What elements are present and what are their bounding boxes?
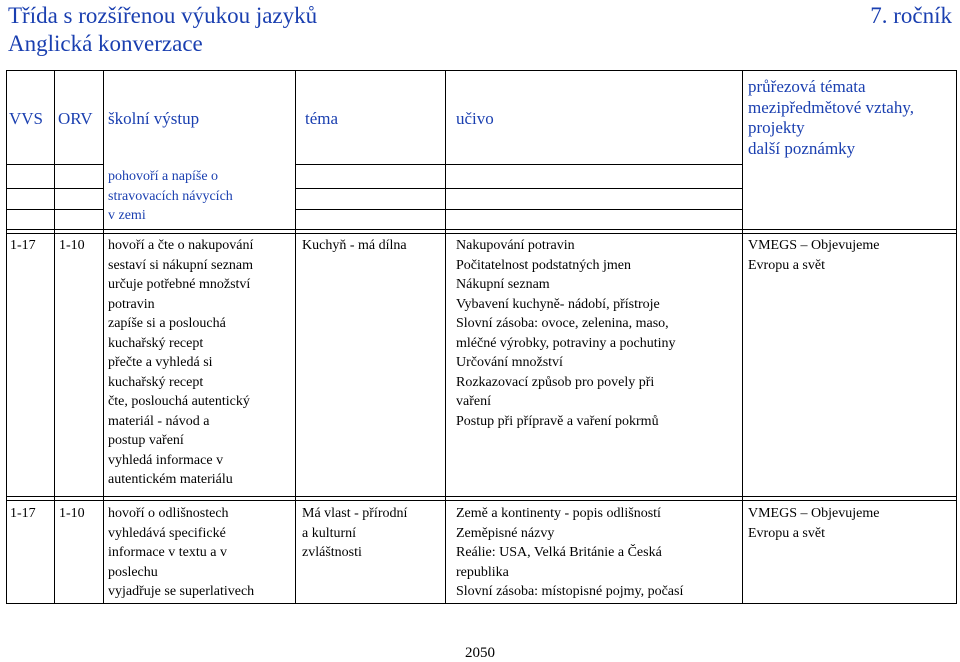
header-skolni-vystup: školní výstup [108,109,200,128]
table-border-bottom [6,603,957,604]
table-border-top [6,70,957,71]
table-rule [295,188,742,189]
header-ucivo: učivo [456,109,494,128]
table-col-rule [103,70,104,604]
row2-ucivo: Země a kontinenty - popis odlišností Zeměpisné názvy Reálie: USA, Velká Británie a Česká republika Slovní zásoba: místopisné pojmy, počasí [456,506,684,599]
table-col-rule [54,70,55,604]
table-border-right [956,70,957,604]
table-border-left [6,70,7,604]
row1-ucivo: Nakupování potravin Počitatelnost podstatných jmen Nákupní seznam Vybavení kuchyně- nádobí, přístroje Slovní zásoba: ovoce, zelenina, maso, mléčné výrobky, potraviny a pochutiny Určování množství Rozkazovací způsob pro povely při vaření Postup při přípravě a vaření pokrmů [456,238,676,429]
intro-vystup: pohovoří a napíše o stravovacích návycích v zemi [108,169,233,223]
row1-prurezova: VMEGS – Objevujeme Evropu a svět [748,238,880,273]
table-col-rule [295,70,296,604]
row1-tema: Kuchyň - má dílna [302,238,407,253]
page-number: 2050 [465,645,495,661]
grade-label: 7. ročník [870,3,952,28]
header-tema: téma [305,109,339,128]
table-rule [295,164,742,165]
table-col-rule [742,70,743,604]
row1-vystup: hovoří a čte o nakupování sestaví si nákupní seznam určuje potřebné množství potravin zapíše si a poslouchá kuchařský recept přečte a vyhledá si kuchařský recept čte, poslouchá autentický materiál - návod a postup vaření vyhledá informace v autentickém materiálu [108,238,254,487]
table-rule [6,496,957,497]
row1-vvs: 1-17 [10,238,36,253]
table-rule [295,209,742,210]
header-vvs: VVS [9,109,44,128]
row1-orv: 1-10 [59,238,85,253]
document-subtitle: Anglická konverzace [8,31,203,56]
table-rule [6,500,957,501]
table-col-rule [445,70,446,604]
document-header [8,2,956,58]
table-rule [6,229,957,230]
row2-orv: 1-10 [59,506,85,521]
document-title: Třída s rozšířenou výukou jazyků [8,3,318,28]
row2-tema: Má vlast - přírodní a kulturní zvláštnosti [302,506,408,560]
row2-prurezova: VMEGS – Objevujeme Evropu a svět [748,506,880,541]
header-orv: ORV [58,109,93,128]
row2-vvs: 1-17 [10,506,36,521]
header-prurezova-temata: průřezová témata mezipředmětové vztahy, projekty další poznámky [748,77,914,158]
table-rule [6,233,957,234]
row2-vystup: hovoří o odlišnostech vyhledává specifické informace v textu a v poslechu vyjadřuje se superlativech [108,506,255,599]
